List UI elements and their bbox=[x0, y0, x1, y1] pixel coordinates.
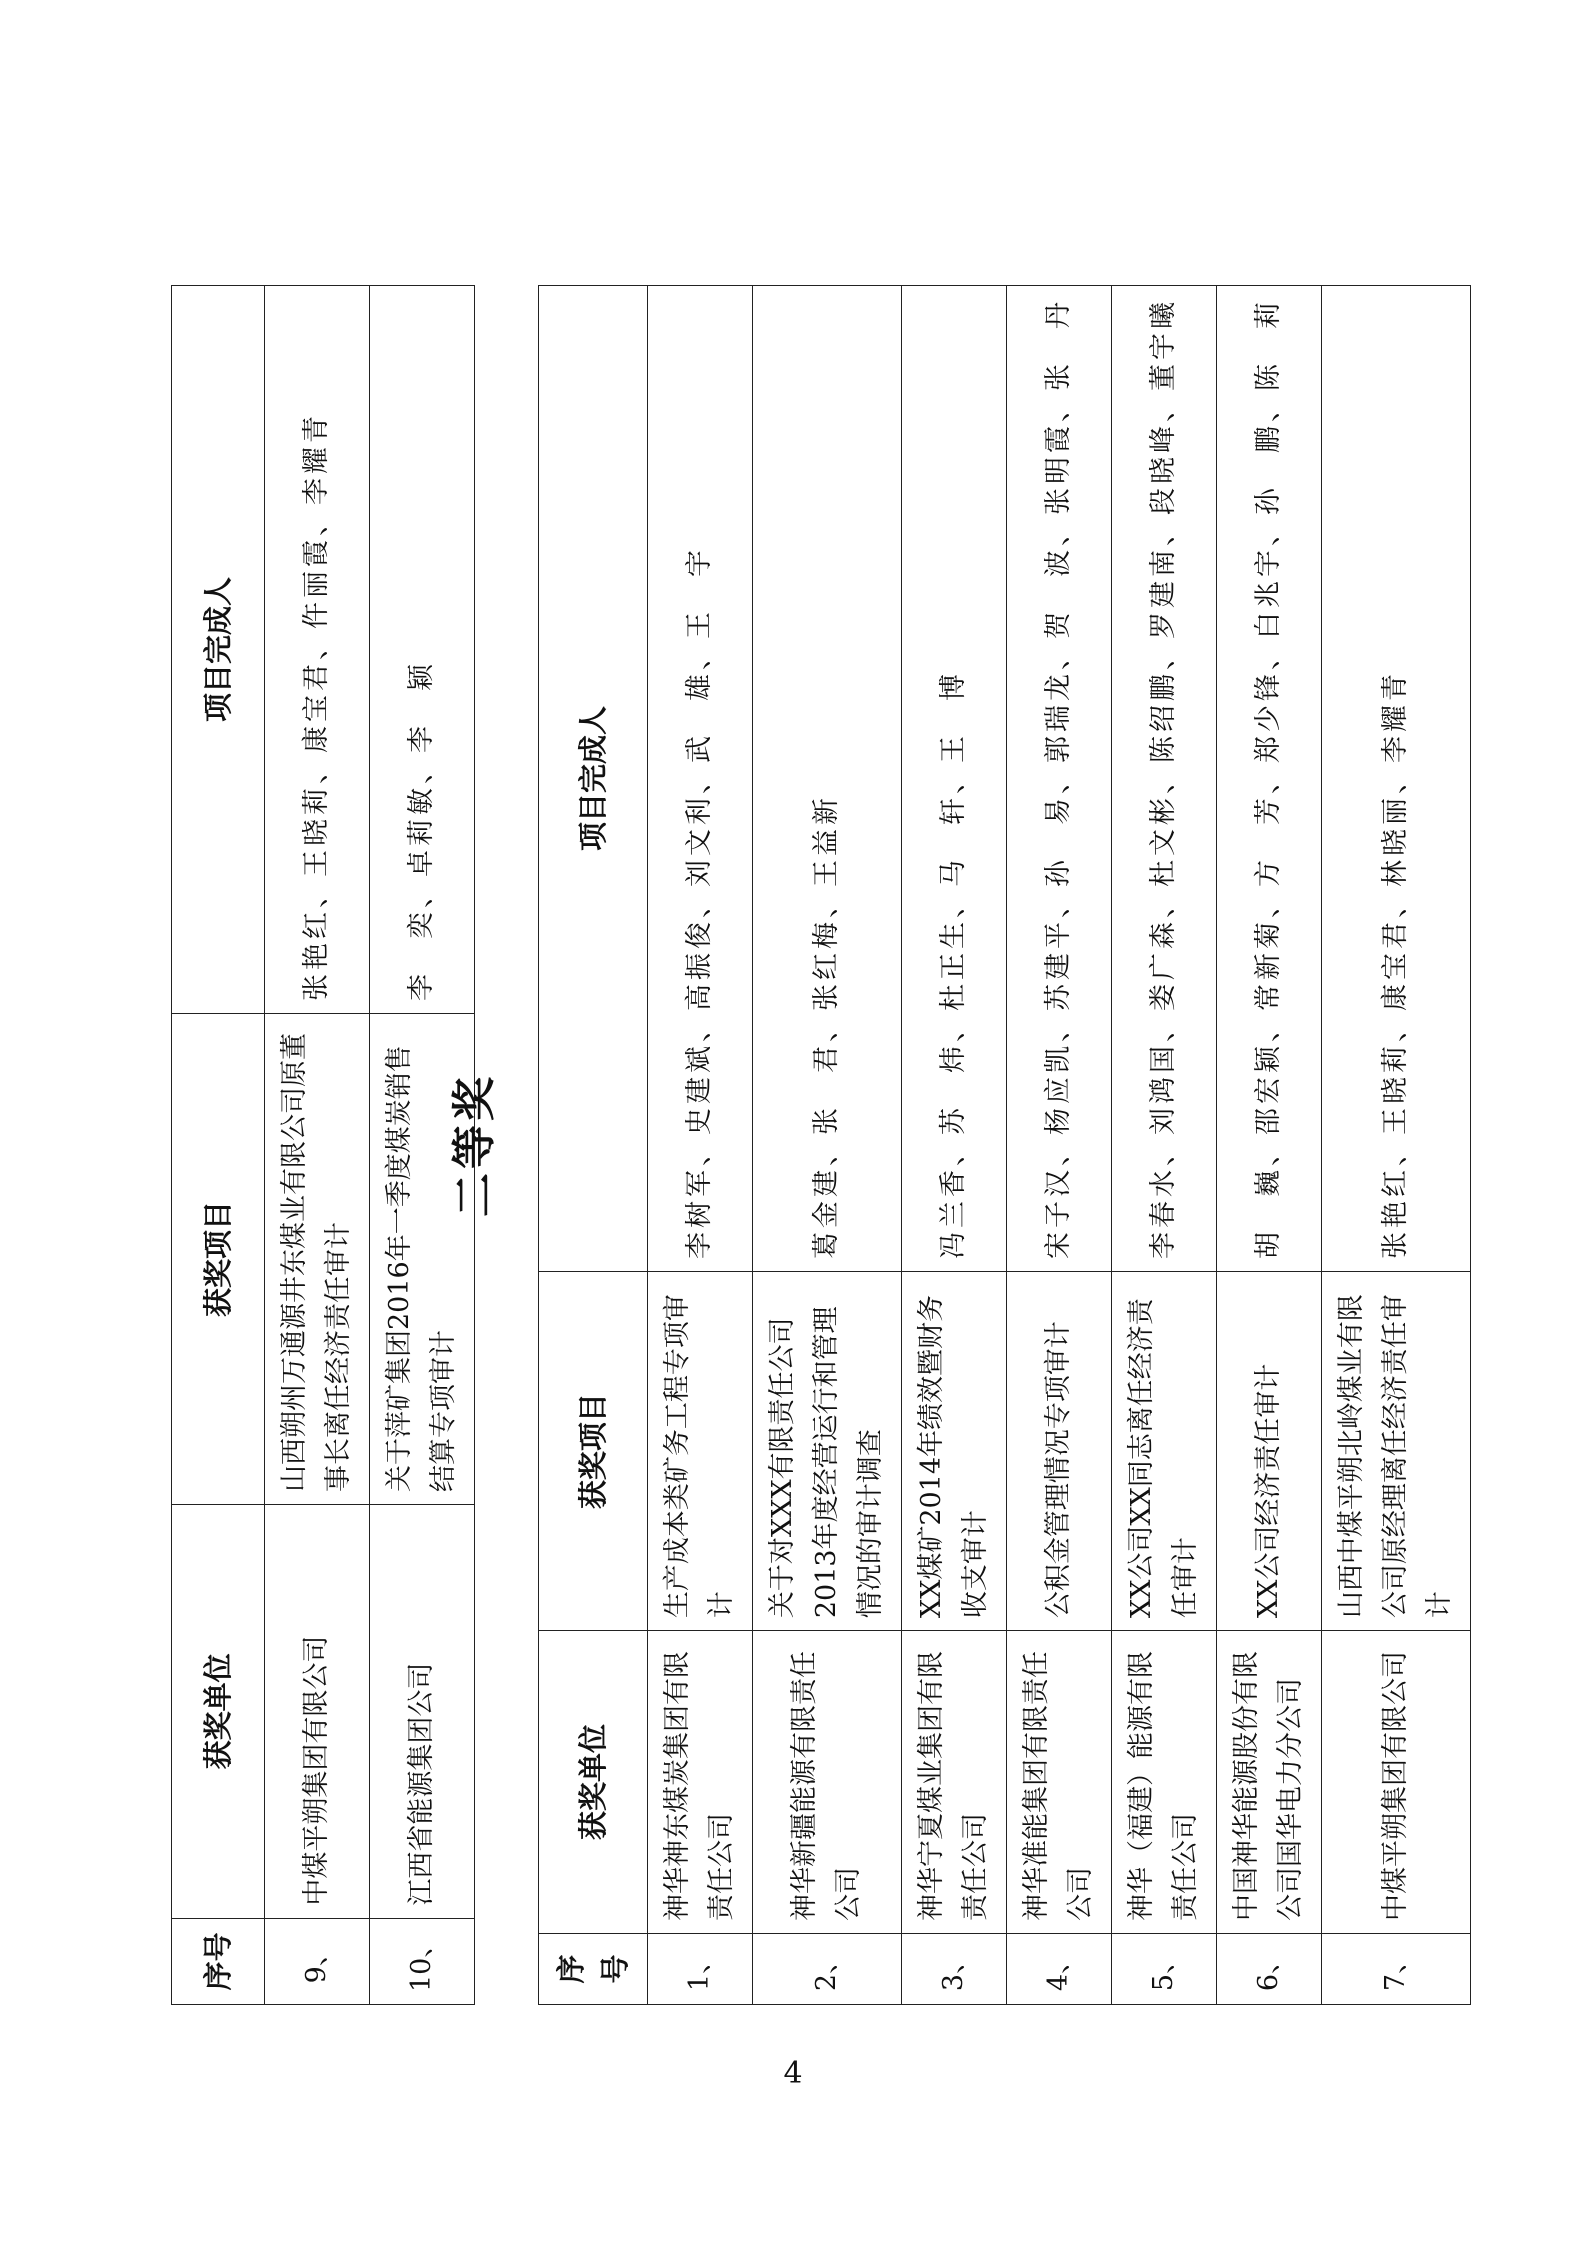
header-people: 项目完成人 bbox=[172, 286, 265, 1014]
cell-project: XX公司XX同志离任经济责任审计 bbox=[1112, 1272, 1217, 1631]
cell-seq: 6、 bbox=[1217, 1933, 1322, 2004]
cell-people: 宋子汉、杨应凯、苏建平、孙 易、郭瑞龙、贺 波、张明霞、张 丹 bbox=[1007, 286, 1112, 1272]
table-row bbox=[1007, 286, 1112, 2005]
cell-unit: 中煤平朔集团有限公司 bbox=[1322, 1631, 1471, 1934]
header-project: 获奖项目 bbox=[539, 1272, 648, 1631]
header-project: 获奖项目 bbox=[172, 1014, 265, 1505]
cell-people: 胡 巍、邵宏颖、常新菊、方 芳、郑少锋、白兆宇、孙 鹏、陈 莉 bbox=[1217, 286, 1322, 1272]
table-row bbox=[753, 286, 902, 2005]
header-unit: 获奖单位 bbox=[539, 1631, 648, 1934]
cell-project: 关于萍矿集团2016年一季度煤炭销售结算专项审计 bbox=[370, 1014, 475, 1505]
table-row bbox=[1112, 286, 1217, 2005]
header-seq: 序号 bbox=[539, 1933, 648, 2004]
cell-people: 李树军、史建斌、高振俊、刘文利、武 雄、王 宇 bbox=[648, 286, 753, 1272]
section-title-second-prize: 二等奖 bbox=[449, 1073, 500, 1217]
cell-project: 山西朔州万通源井东煤业有限公司原董事长离任经济责任审计 bbox=[265, 1014, 370, 1505]
header-people: 项目完成人 bbox=[539, 286, 648, 1272]
header-seq: 序号 bbox=[172, 1918, 265, 2004]
cell-project: 关于对XXX有限责任公司2013年度经营运行和管理情况的审计调查 bbox=[753, 1272, 902, 1631]
award-table-second-prize bbox=[538, 285, 1471, 2005]
cell-people: 张艳红、王晓莉、康宝君、仵丽霞、李耀青 bbox=[265, 286, 370, 1014]
cell-seq: 10、 bbox=[370, 1918, 475, 2004]
page-number: 4 bbox=[783, 2056, 803, 2091]
cell-people: 李春水、刘鸿国、娄广森、杜文彬、陈绍鹏、罗建南、段晓峰、董宇曦 bbox=[1112, 286, 1217, 1272]
cell-people: 张艳红、王晓莉、康宝君、林晓丽、李耀青 bbox=[1322, 286, 1471, 1272]
cell-project: 山西中煤平朔北岭煤业有限公司原经理离任经济责任审计 bbox=[1322, 1272, 1471, 1631]
cell-project: XX公司经济责任审计 bbox=[1217, 1272, 1322, 1631]
table-header-row bbox=[539, 286, 648, 2005]
table-row bbox=[265, 286, 370, 2005]
cell-seq: 9、 bbox=[265, 1918, 370, 2004]
cell-unit: 神华（福建）能源有限责任公司 bbox=[1112, 1631, 1217, 1934]
cell-project: 生产成本类矿务工程专项审计 bbox=[648, 1272, 753, 1631]
table-header-row bbox=[172, 286, 265, 2005]
rotated-page-content bbox=[171, 285, 1455, 2005]
header-unit: 获奖单位 bbox=[172, 1505, 265, 1919]
cell-seq: 5、 bbox=[1112, 1933, 1217, 2004]
cell-unit: 神华准能集团有限责任公司 bbox=[1007, 1631, 1112, 1934]
table-row bbox=[1322, 286, 1471, 2005]
cell-unit: 神华新疆能源有限责任公司 bbox=[753, 1631, 902, 1934]
table-row bbox=[1217, 286, 1322, 2005]
cell-people: 李 奕、卓莉敏、李 颖 bbox=[370, 286, 475, 1014]
cell-seq: 4、 bbox=[1007, 1933, 1112, 2004]
cell-unit: 神华神东煤炭集团有限责任公司 bbox=[648, 1631, 753, 1934]
cell-unit: 中国神华能源股份有限公司国华电力分公司 bbox=[1217, 1631, 1322, 1934]
award-table-first-prize-continued bbox=[171, 285, 475, 2005]
cell-people: 葛金建、张 君、张红梅、王益新 bbox=[753, 286, 902, 1272]
cell-unit: 江西省能源集团公司 bbox=[370, 1505, 475, 1919]
table-row bbox=[648, 286, 753, 2005]
cell-seq: 1、 bbox=[648, 1933, 753, 2004]
cell-unit: 神华宁夏煤业集团有限责任公司 bbox=[902, 1631, 1007, 1934]
cell-seq: 7、 bbox=[1322, 1933, 1471, 2004]
cell-project: 公积金管理情况专项审计 bbox=[1007, 1272, 1112, 1631]
cell-project: XX煤矿2014年绩效暨财务收支审计 bbox=[902, 1272, 1007, 1631]
cell-unit: 中煤平朔集团有限公司 bbox=[265, 1505, 370, 1919]
cell-people: 冯兰香、苏 炜、杜正生、马 轩、王 博 bbox=[902, 286, 1007, 1272]
cell-seq: 3、 bbox=[902, 1933, 1007, 2004]
cell-seq: 2、 bbox=[753, 1933, 902, 2004]
table-row bbox=[902, 286, 1007, 2005]
